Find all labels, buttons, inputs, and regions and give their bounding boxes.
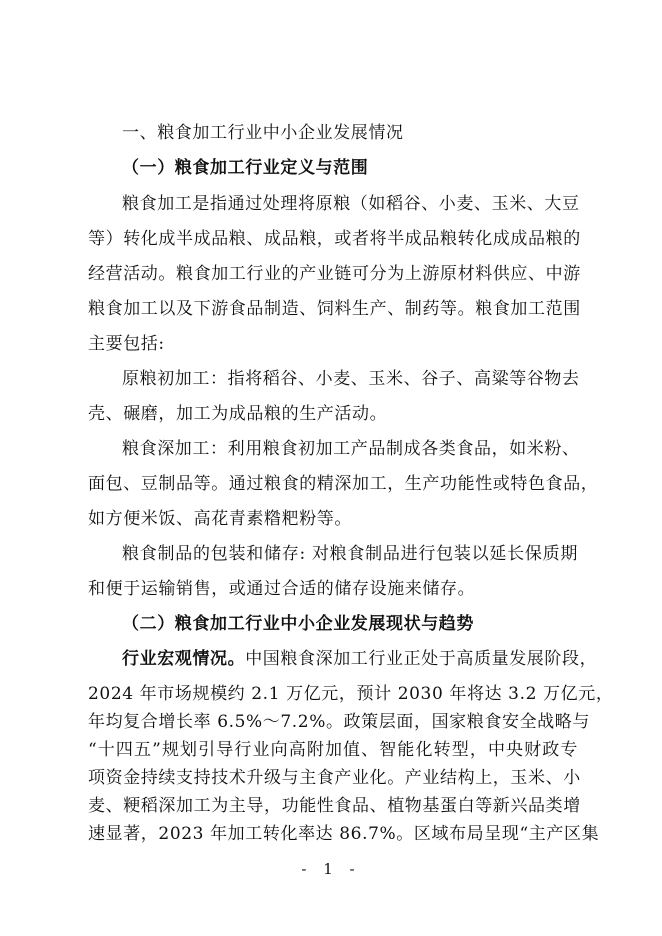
page-number: - 1 - — [301, 860, 361, 878]
paragraph-line: 等）转化成半成品粮、成品粮，或者将半成品粮转化成成品粮的 — [88, 229, 581, 249]
paragraph-line: 粮食深加工：利用粮食初加工产品制成各类食品，如米粉、 — [122, 439, 580, 459]
paragraph-line: 2024 年市场规模约 2.1 万亿元，预计 2030 年将达 3.2 万亿元， — [88, 684, 614, 704]
paragraph-line: 主要包括: — [88, 334, 165, 354]
paragraph-lead: 行业宏观情况。 — [122, 649, 246, 669]
paragraph-line: 面包、豆制品等。通过粮食的精深加工，生产功能性或特色食品， — [88, 474, 599, 494]
paragraph-line — [122, 648, 598, 670]
paragraph-line: 原粮初加工：指将稻谷、小麦、玉米、谷子、高粱等谷物去 — [122, 369, 580, 389]
paragraph-line: 壳、碾磨，加工为成品粮的生产活动。 — [88, 404, 388, 424]
paragraph-line: 经营活动。粮食加工行业的产业链可分为上游原材料供应、中游 — [88, 264, 581, 284]
paragraph-line: 如方便米饭、高花青素糌粑粉等。 — [88, 509, 352, 529]
paragraph-line: 和便于运输销售，或通过合适的储存设施来储存。 — [88, 579, 476, 599]
paragraph-line: 年均复合增长率 6.5%～7.2%。政策层面，国家粮食安全战略与 — [88, 712, 590, 732]
subsection-heading-definition: （一）粮食加工行业定义与范围 — [122, 158, 369, 178]
paragraph-line: “十四五”规划引导行业向高附加值、智能化转型，中央财政专 — [88, 740, 578, 760]
paragraph-text: 中国粮食深加工行业正处于高质量发展阶段， — [245, 649, 598, 669]
paragraph-line: 项资金持续支持技术升级与主食产业化。产业结构上，玉米、小 — [88, 768, 581, 788]
paragraph-line: 粮食制品的包装和储存: 对粮食制品进行包装以延长保质期 — [122, 544, 578, 564]
paragraph-line: 速显著，2023 年加工转化率达 86.7%。区域布局呈现“主产区集 — [88, 824, 600, 844]
paragraph-line: 粮食加工以及下游食品制造、饲料生产、制药等。粮食加工范围 — [88, 299, 581, 319]
paragraph-line: 麦、粳稻深加工为主导，功能性食品、植物基蛋白等新兴品类增 — [88, 796, 581, 816]
paragraph-line: 粮食加工是指通过处理将原粮（如稻谷、小麦、玉米、大豆 — [122, 194, 580, 214]
subsection-heading-status: （二）粮食加工行业中小企业发展现状与趋势 — [122, 614, 474, 634]
section-heading-1: 一、粮食加工行业中小企业发展情况 — [122, 123, 404, 143]
